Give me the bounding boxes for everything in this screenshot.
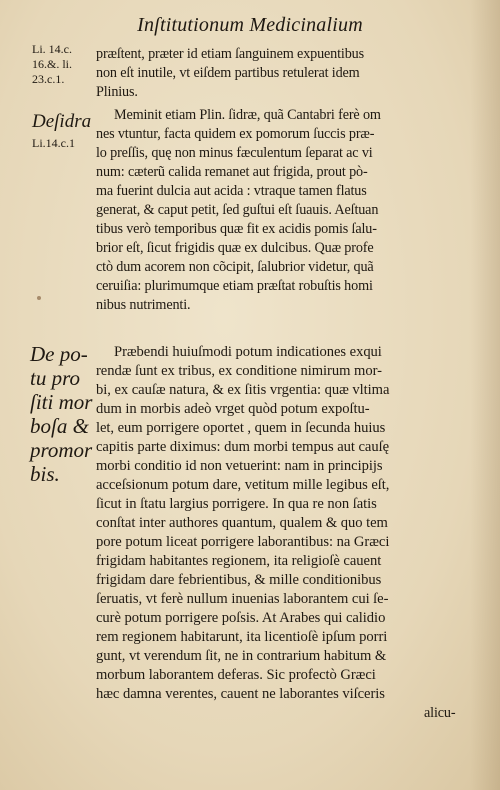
margin-heading-desidra: Deſidra (32, 111, 92, 132)
margin-citation-line: Li. 14.c. (32, 42, 72, 56)
text-line: acceſsionum potum dare, vetitum mille legibus eſt, (96, 477, 390, 493)
text-line: generat, & caput petit, ſed guſtui eſt ſuauis. Aeſtuan (96, 202, 379, 218)
text-line: curè potum porrigere poſsis. At Arabes qui calidio (96, 610, 386, 626)
text-line: morbum laborantem deferas. Sic profectò Græci (96, 667, 376, 683)
text-line: brior eſt, ſicut frigidis quæ ex dulcibus. Quæ profe (96, 240, 374, 256)
text-line: conſtat inter authores quantum, qualem & quo tem (96, 515, 388, 531)
text-line: nibus nutrimenti. (96, 297, 191, 313)
text-line: rendæ ſunt ex tribus, ex conditione nimirum mor- (96, 363, 382, 379)
text-line: ſeruatis, vt ferè nullum inuenias laborantem cui ſe- (96, 591, 389, 607)
catchword: alicu- (424, 705, 456, 721)
text-line: ma fuerint dulcia aut acida : vtraque tamen flatus (96, 183, 367, 199)
page-edge-shadow (470, 0, 500, 790)
text-line: lo preſſis, quę non minus fæculentum ſeparat ac vi (96, 145, 373, 161)
text-line: nes vtuntur, facta quidem ex pomorum ſuccis præ- (96, 126, 375, 142)
text-line: præſtent, præter id etiam ſanguinem expuentibus (96, 46, 364, 62)
margin-heading-line: De po- (30, 342, 88, 366)
text-line: non eſt inutile, vt eiſdem partibus retulerat idem (96, 65, 360, 81)
text-line: let, eum porrigere oportet , quem in ſecunda huius (96, 420, 386, 436)
text-line: capitis parte diximus: dum morbi tempus aut cauſę (96, 439, 390, 455)
text-line: frigidam habitantes regionem, ita religioſè cauent (96, 553, 382, 569)
text-line: Meminit etiam Plin. ſidræ, quã Cantabri ferè om (114, 107, 381, 123)
text-line: gunt, vt verendum ſit, ne in contrarium habitum & (96, 648, 387, 664)
margin-heading-line: bis. (30, 462, 60, 486)
margin-heading-line: tu pro (30, 366, 80, 390)
paper-stain (37, 296, 41, 300)
margin-citation-line: 23.c.1. (32, 72, 65, 86)
text-line: rem regionem habitarunt, ita licentioſè ipſum porri (96, 629, 388, 645)
running-head: Inſtitutionum Medicinalium (137, 14, 363, 36)
text-line: ſicut in ſtatu largius porrigere. In qua re non ſatis (96, 496, 377, 512)
text-line: morbi conditio id non vetuerint: nam in principijs (96, 458, 383, 474)
text-line: pore potum liceat porrigere laborantibus: na Græci (96, 534, 390, 550)
text-line: ctò dum acorem non cõcipit, ſalubrior videtur, quã (96, 259, 374, 275)
text-line: ceruiſia: plurimumque etiam præſtat robuſtis homi (96, 278, 373, 294)
text-line: frigidam dare febrientibus, & mille conditionibus (96, 572, 382, 588)
text-line: Præbendi huiuſmodi potum indicationes exqui (114, 344, 382, 360)
margin-heading-line: promor (30, 438, 93, 462)
margin-heading-line: ſiti mor (30, 390, 93, 414)
text-line: Plinius. (96, 84, 138, 100)
text-line: bi, ex cauſæ natura, & ex ſitis vrgentia: quæ vltima (96, 382, 390, 398)
text-line: hæc damna verentes, cauent ne laborantes viſceris (96, 686, 385, 702)
text-line: tibus verò temporibus quæ fit ex acidis pomis ſalu- (96, 221, 377, 237)
margin-citation-2: Li.14.c.1 (32, 136, 75, 150)
margin-heading-line: boſa & (30, 414, 89, 438)
text-line: num: cæterũ calida remanet aut frigida, prout pò- (96, 164, 368, 180)
text-line: dum in morbis adeò vrget quòd potum expoſtu- (96, 401, 370, 417)
margin-citation-line: 16.&. li. (32, 57, 73, 71)
